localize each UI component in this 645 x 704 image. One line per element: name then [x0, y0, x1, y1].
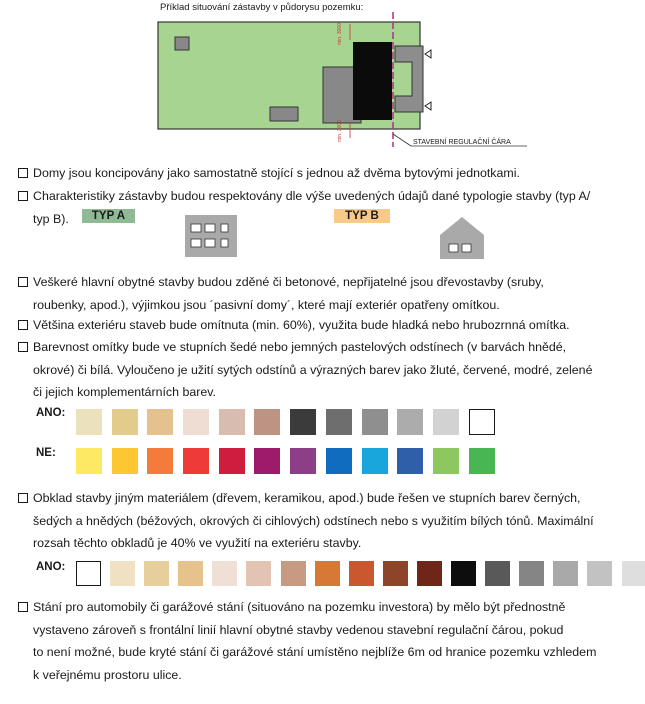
allowed-color-swatch-8: [326, 409, 352, 435]
dim-label-bottom: min. 3000: [337, 120, 343, 142]
dim-label-top: min. 3000: [337, 23, 343, 45]
cladding-color-swatch-12: [451, 561, 476, 586]
bullet-box-icon: [18, 602, 28, 612]
allowed-color-swatch-7: [290, 409, 316, 435]
bullet-box-icon: [18, 493, 28, 503]
allowed-color-swatch-3: [147, 409, 173, 435]
bullet-text: Domy jsou koncipovány jako samostatně stojící s jednou až dvěma bytovými jednotkami.: [33, 166, 520, 180]
plan-caption: Příklad situování zástavby v půdorysu pozemku:: [160, 2, 364, 13]
ne-label: NE:: [36, 447, 56, 459]
cladding-color-swatch-3: [144, 561, 169, 586]
outbuilding-low: [270, 107, 298, 121]
bullet-box-icon: [18, 320, 28, 330]
bullet-text-cont: šedých a hnědých (béžových, okrových či cihlových) odstínech nebo s využitím bílých tónů. Maximální: [33, 513, 594, 528]
site-plan-diagram: [155, 10, 535, 155]
allowed-color-swatch-6: [254, 409, 280, 435]
gabled-house-icon: [440, 215, 484, 259]
forbidden-color-swatch-2: [112, 448, 138, 474]
forbidden-color-swatch-12: [469, 448, 495, 474]
cladding-color-swatch-4: [178, 561, 203, 586]
type-b-label: TYP B: [334, 209, 390, 223]
forbidden-color-swatch-5: [219, 448, 245, 474]
bullet-box-icon: [18, 168, 28, 178]
cladding-color-swatch-5: [212, 561, 237, 586]
forbidden-color-swatch-11: [433, 448, 459, 474]
bullet-box-icon: [18, 342, 28, 352]
forbidden-plaster-swatches: [76, 448, 504, 474]
allowed-color-swatch-9: [362, 409, 388, 435]
allowed-color-swatch-5: [219, 409, 245, 435]
allowed-plaster-swatches: [76, 409, 504, 435]
forbidden-color-swatch-3: [147, 448, 173, 474]
cladding-color-swatch-7: [281, 561, 306, 586]
bullet-cladding: [18, 487, 634, 555]
cladding-color-swatch-2: [110, 561, 135, 586]
cladding-color-swatch-1: [76, 561, 101, 586]
ano-label: ANO:: [36, 407, 66, 419]
bullet-text-cont: rozsah těchto obkladů je 40% ve využití na exteriéru stavby.: [33, 536, 362, 550]
bullet-typology: [18, 185, 634, 230]
forbidden-color-swatch-1: [76, 448, 102, 474]
bullet-text: Veškeré hlavní obytné stavby budou zděné či betonové, nepřijatelné jsou dřevostavby (sruby,: [33, 275, 544, 289]
forbidden-color-swatch-4: [183, 448, 209, 474]
arrow-top-icon: [425, 50, 431, 58]
allowed-color-swatch-1: [76, 409, 102, 435]
bullet-colors: [18, 336, 634, 404]
forbidden-color-swatch-10: [397, 448, 423, 474]
allowed-cladding-swatches: [76, 561, 645, 586]
cladding-color-swatch-15: [553, 561, 578, 586]
ano-cladding-label: ANO:: [36, 561, 66, 573]
bullet-text: Většina exteriéru staveb bude omítnuta (min. 60%), využita bude hladká nebo hrubozrnná omítka.: [33, 318, 570, 332]
bullet-plaster: [18, 314, 634, 337]
cladding-color-swatch-13: [485, 561, 510, 586]
cladding-color-swatch-6: [246, 561, 271, 586]
bullet-text: Obklad stavby jiným materiálem (dřevem, keramikou, apod.) bude řešen ve stupních barev černých,: [33, 491, 581, 505]
main-house-block: [353, 42, 392, 120]
apartment-block-icon: [185, 215, 237, 257]
bullet-text-cont: vystaveno zároveň s frontální linií hlavní obytné stavby vedenou stavební regulační čárou, pokud: [33, 622, 564, 637]
forbidden-color-swatch-8: [326, 448, 352, 474]
forbidden-color-swatch-9: [362, 448, 388, 474]
cladding-color-swatch-8: [315, 561, 340, 586]
forbidden-color-swatch-7: [290, 448, 316, 474]
bullet-text-cont: či jejich komplementárních barev.: [33, 385, 216, 399]
bullet-text: Charakteristiky zástavby budou respektovány dle výše uvedených údajů dané typologie stavby (typ A/: [33, 189, 591, 203]
regulation-line-label: STAVEBNÍ REGULAČNÍ ČÁRA: [413, 139, 511, 146]
cladding-color-swatch-9: [349, 561, 374, 586]
bullet-text-cont: k veřejnému prostoru ulice.: [33, 667, 182, 682]
allowed-color-swatch-10: [397, 409, 423, 435]
bullet-construction: [18, 271, 634, 316]
allowed-color-swatch-12: [469, 409, 495, 435]
cladding-color-swatch-17: [622, 561, 645, 586]
bullet-text-cont: okrové) či bílá. Vyloučeno je užití sytých odstínů a výrazných barev jako žluté, červené, modré, zelené: [33, 362, 593, 377]
forbidden-color-swatch-6: [254, 448, 280, 474]
bullet-text-cont: roubenky, apod.), výjimkou jsou ´pasivní domy´, které mají exteriér opatřeny omítkou.: [33, 297, 500, 312]
bullet-text: Stání pro automobily či garážové stání (situováno na pozemku investora) by mělo být přednostně: [33, 600, 566, 614]
bullet-box-icon: [18, 191, 28, 201]
bullet-text-cont: typ B).: [33, 211, 69, 226]
bullet-text: Barevnost omítky bude ve stupních šedé nebo jemných pastelových odstínech (v barvách hnědé,: [33, 340, 567, 354]
type-a-label: TYP A: [82, 209, 135, 223]
bullet-box-icon: [18, 277, 28, 287]
cladding-color-swatch-16: [587, 561, 612, 586]
outbuilding-small: [175, 37, 189, 50]
bullet-detached-houses: [18, 162, 634, 185]
bullet-parking: [18, 596, 634, 686]
allowed-color-swatch-11: [433, 409, 459, 435]
leader-line: [393, 134, 411, 146]
cladding-color-swatch-11: [417, 561, 442, 586]
allowed-color-swatch-2: [112, 409, 138, 435]
bullet-text-cont: to není možné, bude kryté stání či garážové stání umístěno nejblíže 6m od hranice pozemku vzhledem: [33, 645, 597, 659]
arrow-bottom-icon: [425, 102, 431, 110]
cladding-color-swatch-14: [519, 561, 544, 586]
allowed-color-swatch-4: [183, 409, 209, 435]
cladding-color-swatch-10: [383, 561, 408, 586]
